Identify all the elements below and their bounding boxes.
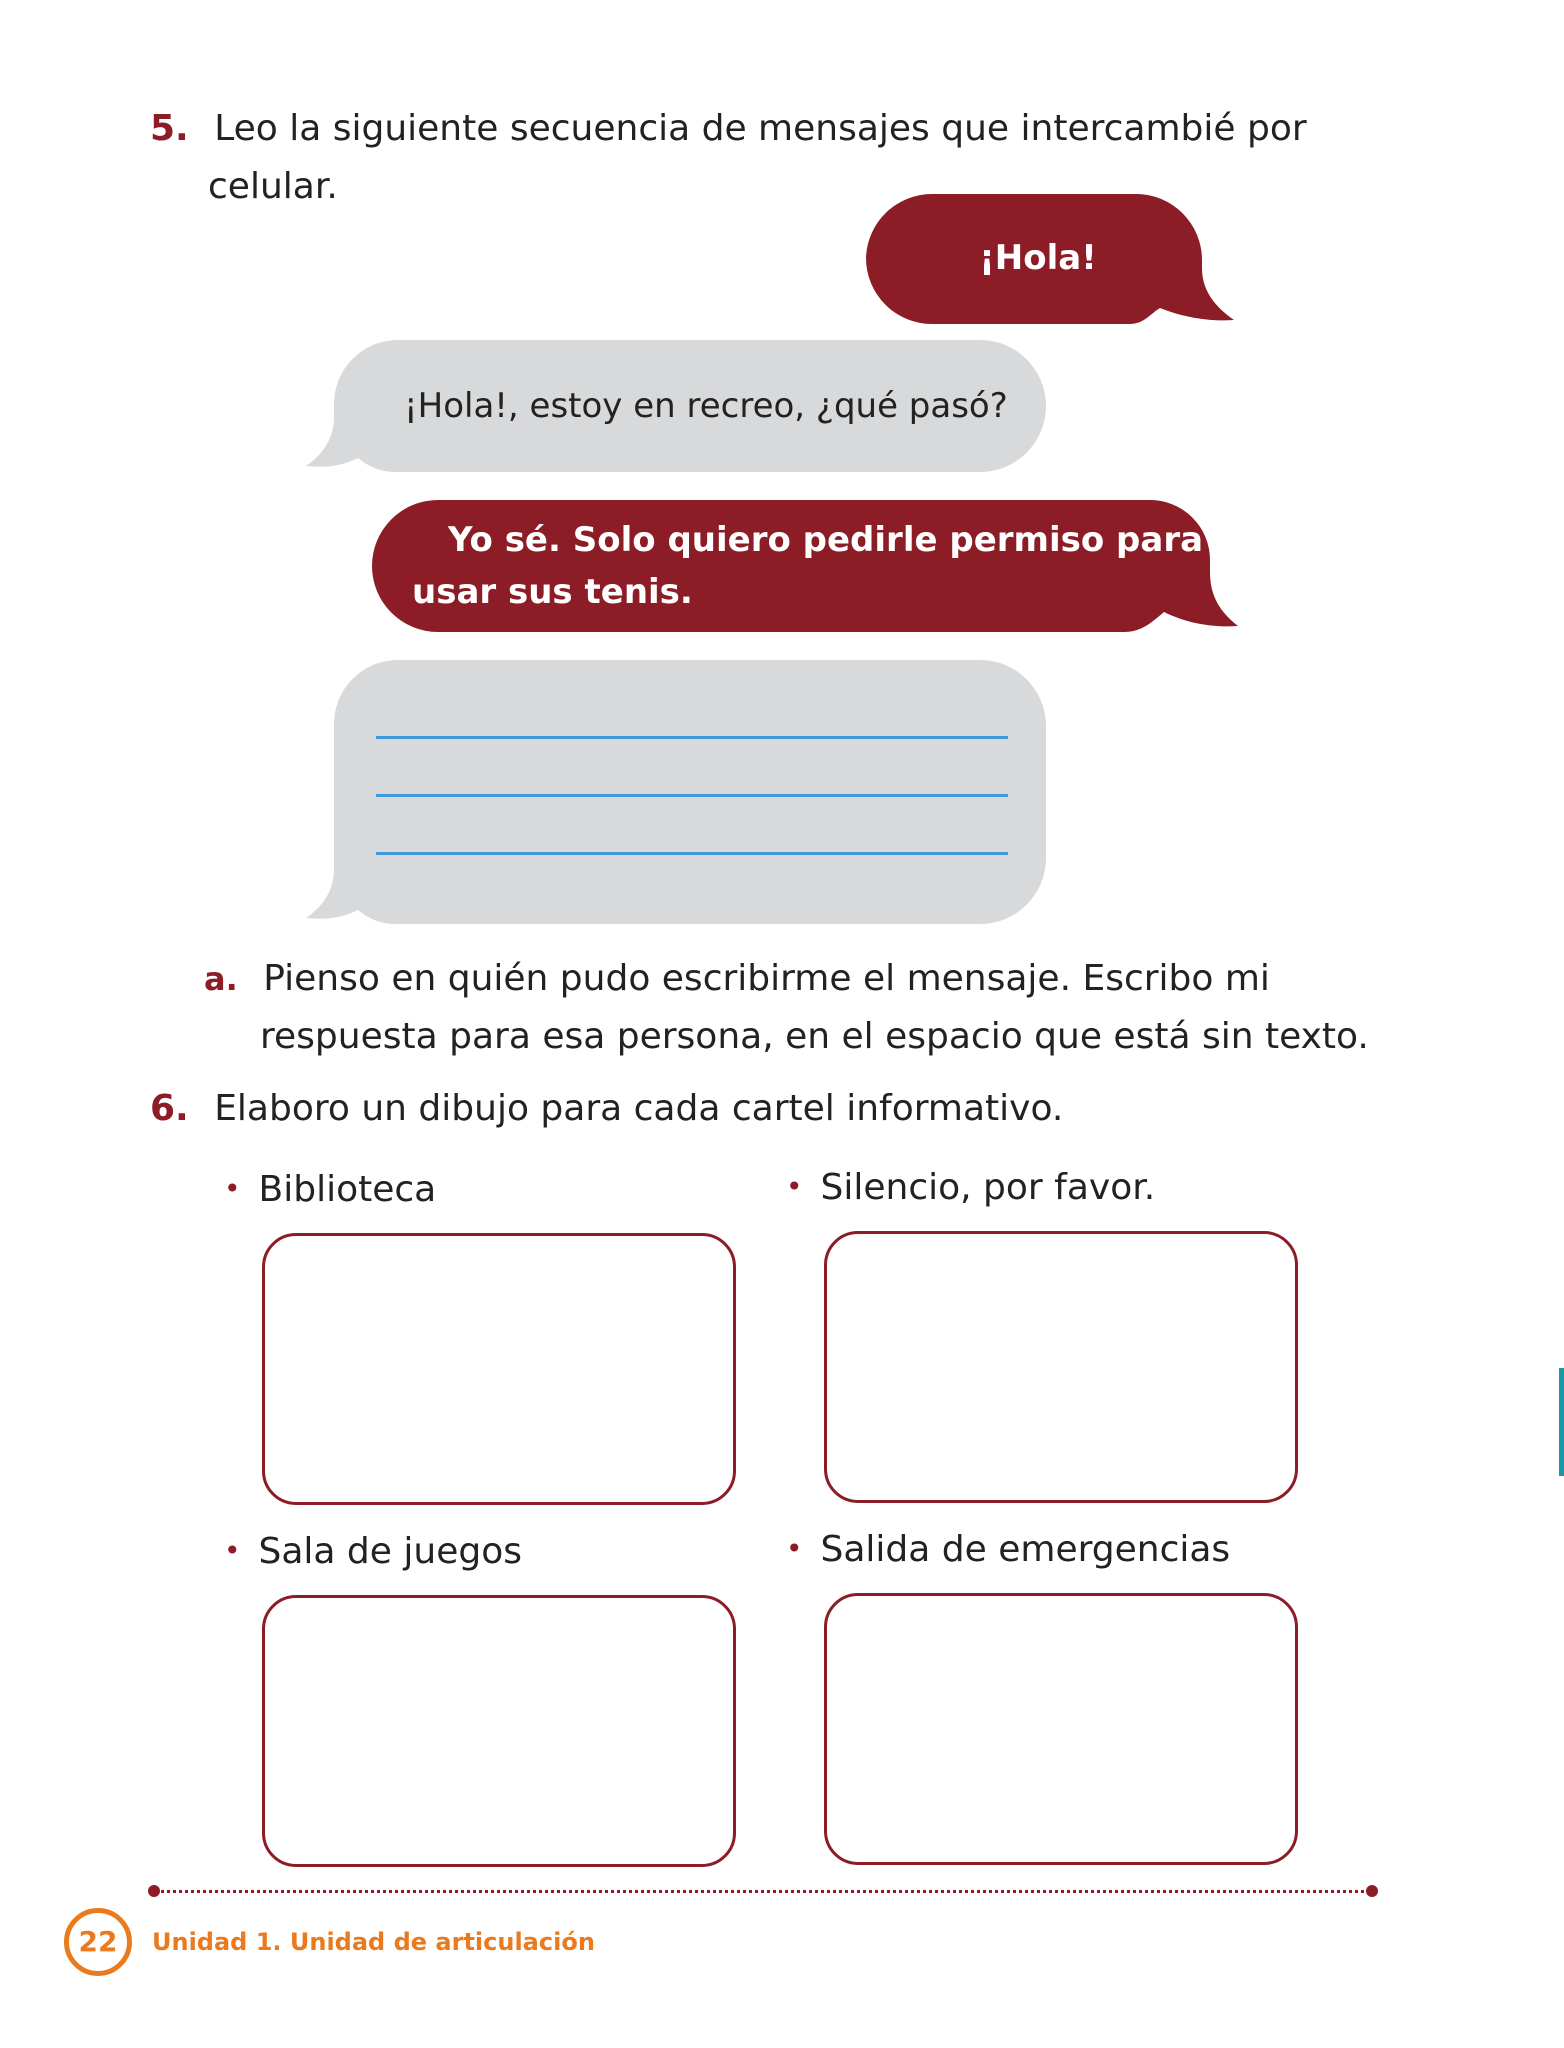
drawing-box-biblioteca[interactable]	[262, 1233, 736, 1505]
question-5-line-2: celular.	[208, 166, 338, 207]
footer-dotted-divider	[154, 1890, 1372, 1893]
bullet-icon: •	[224, 1172, 241, 1205]
bullet-icon: •	[224, 1534, 241, 1567]
drawing-box-sala-de-juegos[interactable]	[262, 1595, 736, 1867]
side-tab-marker	[1559, 1368, 1564, 1476]
bullet-icon: •	[786, 1170, 803, 1203]
answer-line-2[interactable]	[376, 794, 1008, 797]
question-6-text: Elaboro un dibujo para cada cartel informativo.	[214, 1088, 1064, 1129]
chat-bubble-shape	[306, 660, 1046, 924]
answer-line-1[interactable]	[376, 736, 1008, 739]
page-number: 22	[64, 1908, 132, 1976]
unit-title: Unidad 1. Unidad de articulación	[152, 1928, 595, 1956]
answer-line-3[interactable]	[376, 852, 1008, 855]
chat-message-3	[412, 514, 1212, 618]
poster-label-text: Sala de juegos	[258, 1531, 522, 1572]
question-5-text-1: Leo la siguiente secuencia de mensajes que intercambié por	[214, 108, 1307, 149]
chat-bubble-answer-space	[306, 660, 1046, 924]
footer-divider-dot-left	[148, 1885, 160, 1897]
poster-label-text: Biblioteca	[258, 1169, 437, 1210]
chat-message-3-line-2: usar sus tenis.	[412, 572, 693, 612]
bullet-icon: •	[786, 1532, 803, 1565]
part-a-text-1: Pienso en quién pudo escribirme el mensaje. Escribo mi	[263, 958, 1270, 999]
question-6-number: 6.	[150, 1088, 189, 1129]
footer-divider-dot-right	[1366, 1885, 1378, 1897]
part-a-letter: a.	[204, 960, 238, 998]
part-a-line-1	[204, 950, 1270, 1008]
chat-bubble-outgoing-2	[372, 500, 1238, 632]
drawing-box-silencio[interactable]	[824, 1231, 1298, 1503]
poster-label-salida-emergencias	[786, 1528, 1230, 1574]
chat-message-1: ¡Hola!	[979, 238, 1097, 278]
poster-label-text: Salida de emergencias	[820, 1529, 1231, 1570]
poster-label-silencio	[786, 1166, 1155, 1212]
question-6	[150, 1080, 1063, 1138]
poster-label-biblioteca	[224, 1168, 436, 1214]
chat-message-2: ¡Hola!, estoy en recreo, ¿qué pasó?	[404, 386, 1008, 426]
poster-label-text: Silencio, por favor.	[820, 1167, 1156, 1208]
chat-bubble-outgoing-1	[866, 194, 1234, 324]
chat-bubble-incoming-1	[306, 340, 1046, 472]
drawing-box-salida-emergencias[interactable]	[824, 1593, 1298, 1865]
chat-message-3-line-1: Yo sé. Solo quiero pedirle permiso para	[448, 520, 1204, 560]
part-a-line-2: respuesta para esa persona, en el espacio que está sin texto.	[260, 1016, 1369, 1057]
question-5-number: 5.	[150, 108, 189, 149]
question-5-line-1	[150, 100, 1307, 158]
poster-label-sala-de-juegos	[224, 1530, 522, 1576]
